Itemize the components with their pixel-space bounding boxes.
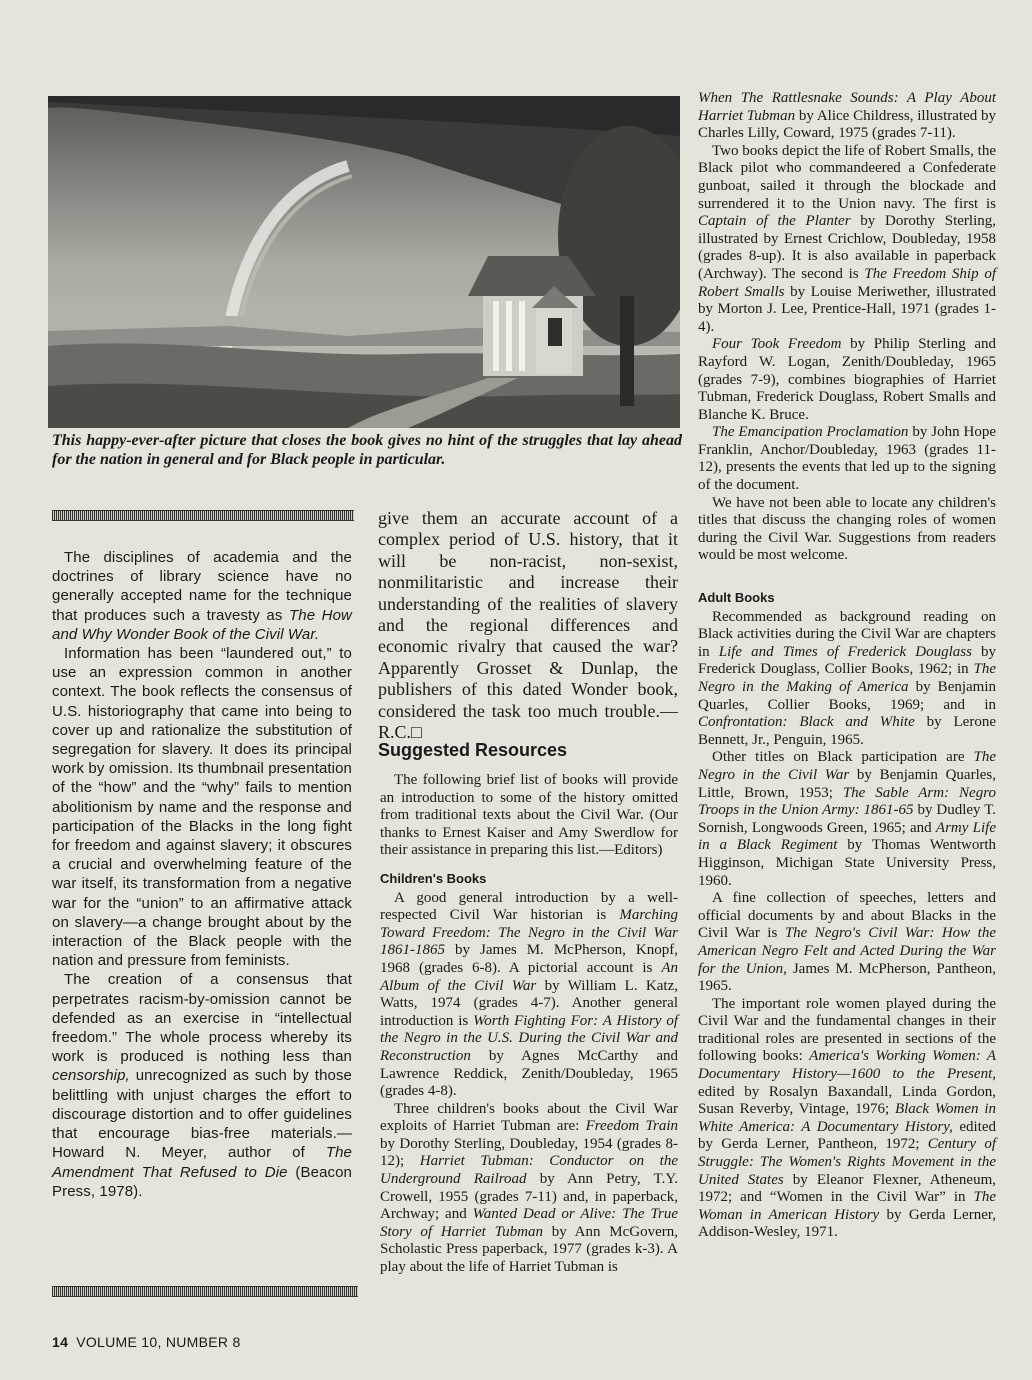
col1-paragraph: The creation of a consensus that perpetrates racism-by-omission cannot be defended as an exercise in “intellectual freedom.” The whole process whereby its work is produced is nothing less than censorship, unrecognized as such by those belittling with unjust charges the effort to discourage distortion and to offer guidelines that encourage bias-free materials.—Howard N. Meyer, author of The Amendment That Refused to Die (Beacon Press, 1978). (52, 971, 352, 1200)
column-2-continuation (378, 508, 678, 743)
adult-paragraph: A fine collection of speeches, letters and official documents by and about Blacks in the Civil War is The Negro's Civil War: How the American Negro Felt and Acted During the War for the Union, James M. McPherson, Pantheon, 1965. (698, 890, 996, 995)
adult-paragraph: Recommended as background reading on Black activities during the Civil War are chapters in Life and Times of Frederick Douglass by Frederick Douglass, Collier Books, 1962; in The Negro in the Making of America by Benjamin Quarles, Collier Books, 1969; and in Confrontation: Black and White by Lerone Bennett, Jr., Penguin, 1965. (698, 608, 997, 748)
col3-paragraph: When The Rattlesnake Sounds: A Play About Harriet Tubman by Alice Childress, illustrated by Charles Lilly, Coward, 1975 (grades 7-11). (698, 90, 996, 142)
rainbow-house-illustration (48, 96, 680, 428)
column-3 (698, 90, 996, 1242)
illustration-caption: This happy-ever-after picture that closes the book gives no hint of the struggles that lay ahead for the nation in general and for Black people in particular. (52, 432, 682, 468)
suggested-resources-heading: Suggested Resources (378, 740, 568, 760)
page-footer (52, 1334, 241, 1350)
col3-paragraph: We have not been able to locate any children's titles that discuss the changing roles of women during the Civil War. Suggestions from readers would be most welcome. (698, 494, 996, 564)
suggested-intro: The following brief list of books will provide an introduction to some of the history omitted from traditional texts about the Civil War. (Our thanks to Ernest Kaiser and Amy Swerdlow for their assistance in preparing this list.—Editors) (380, 772, 678, 859)
col2-lead-paragraph: give them an accurate account of a complex period of U.S. history, that it will be non-racist, non-sexist, nonmilitaristic and increase their understanding of the realities of slavery and the regional differences and economic rivalry that caused the war? Apparently Grosset & Dunlap, the publishers of this dated Wonder book, considered the task too much trouble.—R.C.□ (378, 508, 678, 743)
col3-paragraph: Four Took Freedom by Philip Sterling and Rayford W. Logan, Zenith/Doubleday, 1965 (grades 7-9), combines biographies of Harriet Tubman, Frederick Douglass, Robert Smalls and Blanche K. Bruce. (698, 336, 997, 423)
childrens-paragraph: Three children's books about the Civil War exploits of Harriet Tubman are: Freedom Train by Dorothy Sterling, Doubleday, 1954 (grades 8-12); Harriet Tubman: Conductor on the Underground Railroad by Ann Petry, T.Y. Crowell, 1955 (grades 7-11) and, in paperback, Archway; and Wanted Dead or Alive: The True Story of Harriet Tubman by Ann McGovern, Scholastic Press paperback, 1977 (grades k-3). A play about the life of Harriet Tubman is (380, 1100, 678, 1276)
illustration-svg (48, 96, 680, 428)
page-number: 14 (52, 1334, 69, 1350)
decorative-rule-bottom (52, 1286, 358, 1297)
adult-books-heading: Adult Books (698, 590, 775, 606)
column-2 (380, 772, 678, 1277)
house (468, 256, 596, 376)
decorative-rule-top (52, 510, 354, 521)
issue-label: VOLUME 10, NUMBER 8 (76, 1334, 241, 1350)
adult-paragraph: The important role women played during the Civil War and the fundamental changes in their traditional roles are presented in sections of the following books: America's Working Women: A Documentary History—1600 to the Present, edited by Rosalyn Baxandall, Linda Gordon, Susan Reverby, Vintage, 1976; Black Women in White America: A Documentary History, edited by Gerda Lerner, Pantheon, 1972; Century of Struggle: The Women's Rights Movement in the United States by Eleanor Flexner, Atheneum, 1972; and “Women in the Civil War” in The Woman in American History by Gerda Lerner, Addison-Wesley, 1971. (698, 995, 997, 1241)
col1-paragraph: Information has been “laundered out,” to use an expression common in another context. The book reflects the consensus of U.S. historiography that came into being to cover up and rationalize the substitution of segregation for slavery. It does its principal work by omission. Its thumbnail presentation of the “how” and the “why” fails to mention abolitionism by name and the response and participation of the Blacks in the long fight for freedom and against slavery; it obscures a crucial and overwhelming feature of the war itself, its transformation from a negative war for the “union” to an affirmative attack on slavery—a change brought about by the interaction of the Black people with the nation and pressure from feminists. (52, 645, 352, 970)
column-1 (52, 548, 352, 1201)
childrens-paragraph: A good general introduction by a well-respected Civil War historian is Marching Toward Freedom: The Negro in the Civil War 1861-1865 by James M. McPherson, Knopf, 1968 (grades 6-8). A pictorial account is An Album of the Civil War by William L. Katz, Watts, 1974 (grades 4-7). Another general introduction is Worth Fighting For: A History of the Negro in the U.S. During the Civil War and Reconstruction by Agnes McCarthy and Lawrence Reddick, Zenith/Doubleday, 1965 (grades 4-8). (380, 889, 679, 1100)
adult-paragraph: Other titles on Black participation are The Negro in the Civil War by Benjamin Quarles, Little, Brown, 1953; The Sable Arm: Negro Troops in the Union Army: 1861-65 by Dudley T. Sornish, Longwoods Green, 1965; and Army Life in a Black Regiment by Thomas Wentworth Higginson, Michigan State University Press, 1960. (698, 749, 997, 889)
childrens-books-heading: Children's Books (380, 870, 487, 886)
col1-paragraph: The disciplines of academia and the doctrines of library science have no generally accepted name for the technique that produces such a travesty as The How and Why Wonder Book of the Civil War. (52, 549, 352, 643)
col3-paragraph: The Emancipation Proclamation by John Hope Franklin, Anchor/Doubleday, 1963 (grades 11-12), presents the events that led up to the signing of the document. (698, 424, 997, 494)
col3-paragraph: Two books depict the life of Robert Smalls, the Black pilot who commandeered a Confederate gunboat, sailed it through the blockade and surrendered it to the Union navy. The first is Captain of the Planter by Dorothy Sterling, illustrated by Ernest Crichlow, Doubleday, 1958 (grades 8-up). It is also available in paperback (Archway). The second is The Freedom Ship of Robert Smalls by Louise Meriwether, illustrated by Morton J. Lee, Prentice-Hall, 1971 (grades 1-4). (698, 142, 997, 335)
